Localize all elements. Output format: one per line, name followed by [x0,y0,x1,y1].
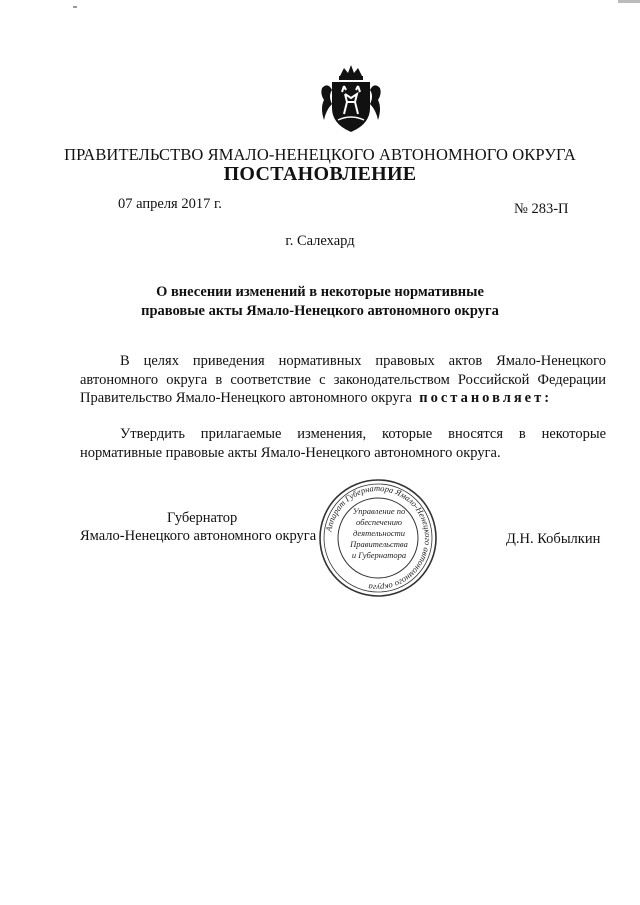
signatory-name: Д.Н. Кобылкин [506,531,601,547]
paragraph-line: автономного округа в соответствие с законодательством Российской Федерации [80,371,606,388]
document-city: г. Салехард [285,233,355,249]
document-date: 07 апреля 2017 г. [118,196,222,212]
heading-line: правовые акты Ямало-Ненецкого автономного округа [141,303,499,319]
stamp-line: Управление по [352,506,406,516]
stamp-line: деятельности [352,528,406,538]
coat-of-arms-icon [318,62,384,134]
stamp-center-text [342,506,416,561]
resolution-verb: постановляет: [419,390,553,406]
document-type: ПОСТАНОВЛЕНИЕ [223,163,417,185]
scan-corner-mark [618,0,640,3]
signatory-region: Ямало-Ненецкого автономного округа [80,528,317,544]
paragraph-line [80,389,606,408]
stamp-line: Правительства [350,539,408,549]
stamp-line: обеспечению [355,517,403,527]
document-number: № 283-П [514,201,569,217]
paragraph-line: Утвердить прилагаемые изменения, которые вносятся в некоторые [120,426,606,442]
document-heading [0,283,640,321]
stamp-ring-text: Аппарат Губернатора Ямало-Ненецкого автономного округа [323,482,434,594]
body-paragraph [80,352,606,408]
signatory-post: Губернатор [167,510,238,526]
stamp-line: и Губернатора [351,550,407,560]
government-name: ПРАВИТЕЛЬСТВО ЯМАЛО-НЕНЕЦКОГО АВТОНОМНОГО ОКРУГА [64,145,576,164]
paragraph-line: В целях приведения нормативных правовых актов Ямало-Ненецкого [120,353,606,369]
paragraph-text: Правительство Ямало-Ненецкого автономного округа [80,390,412,406]
heading-line: О внесении изменений в некоторые нормативные [156,284,484,300]
body-paragraph [80,425,606,462]
paragraph-line: нормативные правовые акты Ямало-Ненецкого автономного округа. [80,444,501,461]
scan-mark [73,6,77,8]
